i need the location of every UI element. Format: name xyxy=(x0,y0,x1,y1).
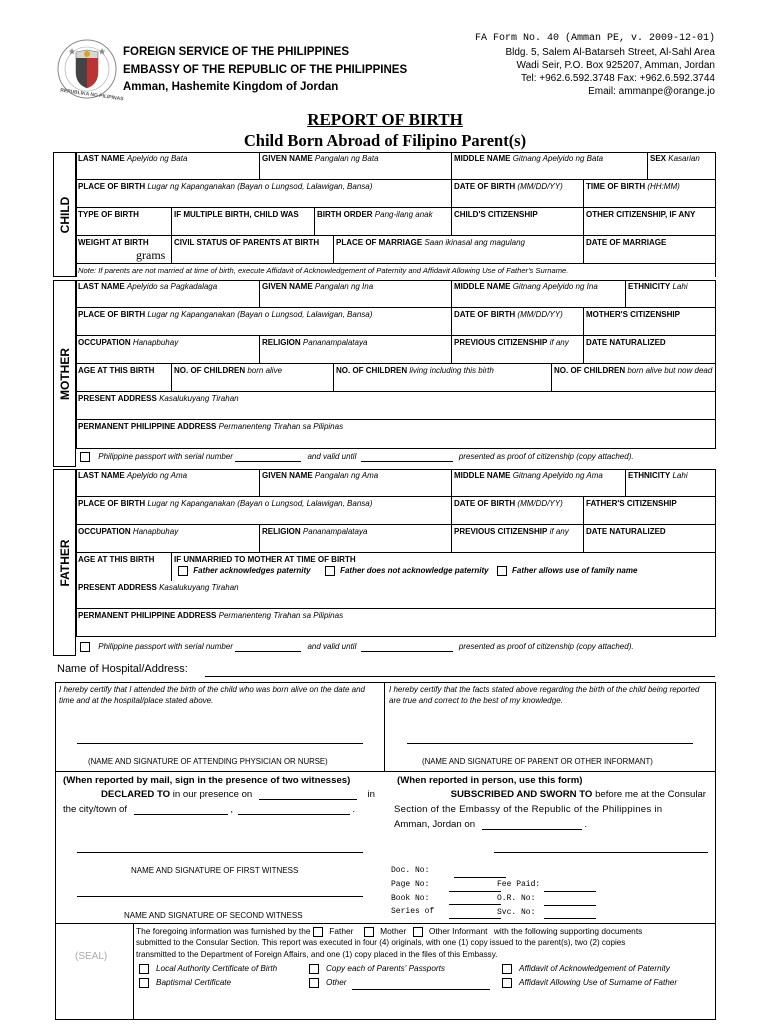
transmitted-text: transmitted to the Department of Foreign Affairs, and one (1) copy placed in the files of this Embassy. xyxy=(136,950,498,959)
father-permanent-address-field[interactable]: PERMANENT PHILIPPINE ADDRESS Permanenteng Tirahan sa Pilipinas xyxy=(78,611,344,620)
seal-box xyxy=(55,923,134,1020)
father-allows-name-label: Father allows use of family name xyxy=(512,566,638,576)
father-occupation-field[interactable]: OCCUPATION Hanapbuhay xyxy=(76,525,260,553)
address-line-2: Wadi Seir, P.O. Box 925207, Amman, Jordan xyxy=(516,60,715,71)
child-last-name-field[interactable]: LAST NAME Apelyido ng Bata xyxy=(76,152,260,180)
org-line-2: EMBASSY OF THE REPUBLIC OF THE PHILIPPINES xyxy=(123,64,408,76)
informant-signature-line[interactable] xyxy=(407,743,693,744)
child-birth-order-field[interactable]: BIRTH ORDER Pang-ilang anak xyxy=(315,208,452,236)
second-witness-label: NAME AND SIGNATURE OF SECOND WITNESS xyxy=(124,911,303,920)
page-title: REPORT OF BIRTH xyxy=(307,110,463,129)
father-passport-serial-input[interactable] xyxy=(235,651,301,652)
mother-last-name-field[interactable]: LAST NAME Apelyido sa Pagkadalaga xyxy=(76,280,260,308)
section-label-child: CHILD xyxy=(53,152,76,277)
father-place-of-birth-field[interactable]: PLACE OF BIRTH Lugar ng Kapanganakan (Bayan o Lungsod, Lalawigan, Bansa) xyxy=(76,497,452,525)
sworn-line-2: Section of the Embassy of the Republic of the Philippines in xyxy=(394,804,663,815)
child-civil-status-field[interactable]: CIVIL STATUS OF PARENTS AT BIRTH xyxy=(172,236,334,264)
consul-signature-line[interactable] xyxy=(494,852,708,853)
series-of-input[interactable] xyxy=(449,918,501,919)
father-not-acknowledge-checkbox[interactable] xyxy=(325,566,335,576)
cert-informant-text: I hereby certify that the facts stated above regarding the birth of the child being reported are true and correct to the best of my knowledge. xyxy=(389,685,700,705)
phone-fax: Tel: +962.6.592.3748 Fax: +962.6.592.3744 xyxy=(520,73,715,84)
seal-label: (SEAL) xyxy=(75,951,108,962)
mother-place-of-birth-field[interactable]: PLACE OF BIRTH Lugar ng Kapanganakan (Bayan o Lungsod, Lalawigan, Bansa) xyxy=(76,308,452,336)
hospital-label: Name of Hospital/Address: xyxy=(57,663,188,675)
doc-other-checkbox[interactable] xyxy=(309,978,319,988)
cert-physician-text: I hereby certify that I attended the birth of the child who was born alive on the date and time and at the hospital/place stated above. xyxy=(59,685,365,705)
mother-passport-row: Philippine passport with serial number and valid until presented as proof of citizenship (copy attached). xyxy=(80,452,634,462)
father-date-of-birth-field[interactable]: DATE OF BIRTH (MM/DD/YY) xyxy=(452,497,584,525)
submitted-text: submitted to the Consular Section. This report was executed in four (4) originals, with one (1) copy issued to the parent(s), two (2) copies xyxy=(136,938,626,947)
child-place-of-marriage-field[interactable]: PLACE OF MARRIAGE Saan ikinasal ang magulang xyxy=(334,236,584,264)
mother-passport-valid-input[interactable] xyxy=(361,461,453,462)
sworn-date-input[interactable] xyxy=(482,829,582,830)
doc-birth-cert-checkbox[interactable] xyxy=(139,964,149,974)
mother-previous-citizenship-field[interactable]: PREVIOUS CITIZENSHIP if any xyxy=(452,336,584,364)
declared-row: DECLARED TO in our presence on in xyxy=(101,789,375,800)
address-line-1: Bldg. 5, Salem Al-Batarseh Street, Al-Sahl Area xyxy=(505,47,715,58)
footer-hr xyxy=(134,923,716,924)
mother-religion-field[interactable]: RELIGION Pananampalataya xyxy=(260,336,452,364)
page-subtitle: Child Born Abroad of Filipino Parent(s) xyxy=(243,131,527,150)
supporting-docs-col2: Copy each of Parents' Passports Other xyxy=(309,962,490,990)
doc-fields: Doc. No: Page No: Book No: Series of xyxy=(391,864,506,919)
doc-acknowledgement-checkbox[interactable] xyxy=(502,964,512,974)
hospital-input[interactable] xyxy=(205,676,715,677)
city-town-row: the city/town of , . xyxy=(63,804,356,815)
second-witness-line[interactable] xyxy=(77,896,363,897)
mother-children-living-field[interactable]: NO. OF CHILDREN living including this birth xyxy=(334,364,552,392)
father-unmarried-field: IF UNMARRIED TO MOTHER AT TIME OF BIRTH Father acknowledges paternity Father does not acknowledge paternity Father allows use of family name xyxy=(174,555,638,576)
first-witness-line[interactable] xyxy=(77,852,363,853)
sworn-row: SUBSCRIBED AND SWORN TO before me at the Consular xyxy=(450,789,706,800)
child-note: Note: If parents are not married at time of birth, execute Affidavit of Acknowledgement of Paternity and Affidavit Allowing Use of Father's Surname. xyxy=(78,266,569,275)
supporting-docs-col1: Local Authority Certificate of Birth Baptismal Certificate xyxy=(139,962,277,990)
child-citizenship-field[interactable]: CHILD'S CITIZENSHIP xyxy=(452,208,584,236)
mother-middle-name-field[interactable]: MIDDLE NAME Gitnang Apelyido ng Ina xyxy=(452,280,626,308)
father-passport-checkbox[interactable] xyxy=(80,642,90,652)
physician-signature-line[interactable] xyxy=(77,743,363,744)
father-age-field[interactable]: AGE AT THIS BIRTH xyxy=(76,553,172,581)
city-town-input[interactable] xyxy=(134,814,228,815)
father-passport-row: Philippine passport with serial number and valid until presented as proof of citizenship (copy attached). xyxy=(80,642,634,652)
mother-occupation-field[interactable]: OCCUPATION Hanapbuhay xyxy=(76,336,260,364)
mother-given-name-field[interactable]: GIVEN NAME Pangalan ng Ina xyxy=(260,280,452,308)
child-type-of-birth-field[interactable]: TYPE OF BIRTH xyxy=(76,208,172,236)
child-multiple-birth-field[interactable]: IF MULTIPLE BIRTH, CHILD WAS xyxy=(172,208,315,236)
child-middle-name-field[interactable]: MIDDLE NAME Gitnang Apelyido ng Bata xyxy=(452,152,648,180)
child-date-of-marriage-field[interactable]: DATE OF MARRIAGE xyxy=(584,236,716,264)
form-number: FA Form No. 40 (Amman PE, v. 2009-12-01) xyxy=(474,33,715,44)
city-town-input-2[interactable] xyxy=(238,814,350,815)
section-label-mother: MOTHER xyxy=(53,280,76,467)
mother-permanent-address-field[interactable]: PERMANENT PHILIPPINE ADDRESS Permanenteng Tirahan sa Pilipinas xyxy=(78,422,344,431)
mail-heading: (When reported by mail, sign in the presence of two witnesses) xyxy=(63,775,351,786)
doc-other-input[interactable] xyxy=(352,989,490,990)
org-line-1: FOREIGN SERVICE OF THE PHILIPPINES xyxy=(123,46,349,58)
seal-text: REPUBLIKA NG PILIPINAS xyxy=(59,87,124,103)
father-citizenship-field[interactable]: FATHER'S CITIZENSHIP xyxy=(584,497,716,525)
mother-citizenship-field[interactable]: MOTHER'S CITIZENSHIP xyxy=(584,308,716,336)
father-given-name-field[interactable]: GIVEN NAME Pangalan ng Ama xyxy=(260,469,452,497)
child-other-citizenship-field[interactable]: OTHER CITIZENSHIP, IF ANY xyxy=(584,208,716,236)
father-religion-field[interactable]: RELIGION Pananampalataya xyxy=(260,525,452,553)
father-date-naturalized-field[interactable]: DATE NATURALIZED xyxy=(584,525,716,553)
svc-no-input[interactable] xyxy=(544,918,596,919)
mother-date-of-birth-field[interactable]: DATE OF BIRTH (MM/DD/YY) xyxy=(452,308,584,336)
father-ethnicity-field[interactable]: ETHNICITY Lahi xyxy=(626,469,716,497)
mother-passport-serial-input[interactable] xyxy=(235,461,301,462)
father-previous-citizenship-field[interactable]: PREVIOUS CITIZENSHIP if any xyxy=(452,525,584,553)
child-date-of-birth-field[interactable]: DATE OF BIRTH (MM/DD/YY) xyxy=(452,180,584,208)
father-present-address-field[interactable]: PRESENT ADDRESS Kasalukuyang Tirahan xyxy=(76,581,716,609)
cert-divider xyxy=(384,682,385,772)
father-not-acknowledge-label: Father does not acknowledge paternity xyxy=(340,566,489,576)
sworn-line-3: Amman, Jordan on . xyxy=(394,819,588,830)
father-middle-name-field[interactable]: MIDDLE NAME Gitnang Apelyido ng Ama xyxy=(452,469,626,497)
mother-date-naturalized-field[interactable]: DATE NATURALIZED xyxy=(584,336,716,364)
informant-signature-label: (NAME AND SIGNATURE OF PARENT OR OTHER INFORMANT) xyxy=(422,757,653,766)
furnished-mother-checkbox[interactable] xyxy=(364,927,374,937)
mother-passport-checkbox[interactable] xyxy=(80,452,90,462)
child-time-of-birth-field[interactable]: TIME OF BIRTH (HH:MM) xyxy=(584,180,716,208)
child-sex-field[interactable]: SEX Kasarian xyxy=(648,152,716,180)
cert-hr xyxy=(55,771,716,772)
furnished-other-checkbox[interactable] xyxy=(413,927,423,937)
father-acknowledges-label: Father acknowledges paternity xyxy=(193,566,311,576)
doc-passports-checkbox[interactable] xyxy=(309,964,319,974)
fee-fields: Fee Paid: O.R. No: Svc. No: xyxy=(497,878,596,919)
org-line-3: Amman, Hashemite Kingdom of Jordan xyxy=(123,81,339,93)
furnished-row: The foregoing information was furnished by the Father Mother Other Informant with the following supporting documents xyxy=(136,926,643,936)
child-given-name-field[interactable]: GIVEN NAME Pangalan ng Bata xyxy=(260,152,452,180)
child-place-of-birth-field[interactable]: PLACE OF BIRTH Lugar ng Kapanganakan (Bayan o Lungsod, Lalawigan, Bansa) xyxy=(76,180,452,208)
first-witness-label: NAME AND SIGNATURE OF FIRST WITNESS xyxy=(131,866,299,875)
furnished-father-checkbox[interactable] xyxy=(313,927,323,937)
email: Email: ammanpe@orange.jo xyxy=(588,86,715,97)
child-weight-field[interactable]: WEIGHT AT BIRTH grams xyxy=(76,236,172,264)
person-heading: (When reported in person, use this form) xyxy=(397,775,583,786)
mother-ethnicity-field[interactable]: ETHNICITY Lahi xyxy=(626,280,716,308)
mother-present-address-field[interactable]: PRESENT ADDRESS Kasalukuyang Tirahan xyxy=(76,392,716,420)
doc-surname-checkbox[interactable] xyxy=(502,978,512,988)
section-label-father: FATHER xyxy=(53,469,76,656)
doc-baptismal-checkbox[interactable] xyxy=(139,978,149,988)
mother-age-field[interactable]: AGE AT THIS BIRTH xyxy=(76,364,172,392)
weight-unit: grams xyxy=(136,248,166,262)
supporting-docs-col3: Affidavit of Acknowledgement of Paternity Affidavit Allowing Use of Surname of Father xyxy=(502,962,677,990)
father-last-name-field[interactable]: LAST NAME Apelyido ng Ama xyxy=(76,469,260,497)
declared-date-input[interactable] xyxy=(259,799,357,800)
mother-children-dead-field[interactable]: NO. OF CHILDREN born alive but now dead xyxy=(552,364,716,392)
father-allows-name-checkbox[interactable] xyxy=(497,566,507,576)
father-acknowledges-checkbox[interactable] xyxy=(178,566,188,576)
mother-children-born-alive-field[interactable]: NO. OF CHILDREN born alive xyxy=(172,364,334,392)
physician-signature-label: (NAME AND SIGNATURE OF ATTENDING PHYSICIAN OR NURSE) xyxy=(88,757,328,766)
father-passport-valid-input[interactable] xyxy=(361,651,453,652)
